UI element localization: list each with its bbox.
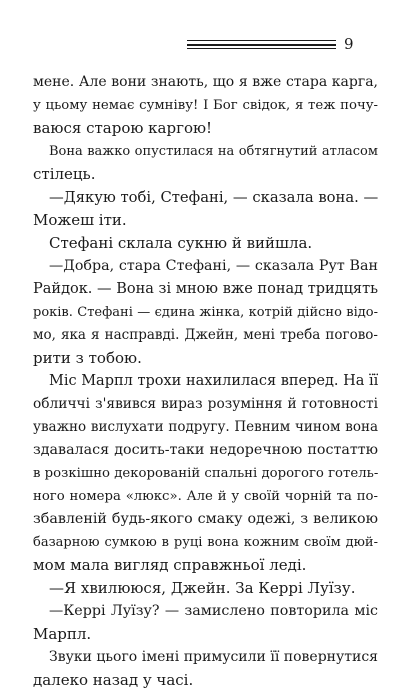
- text-line: у цьому немає сумніву! І Бог свідок, я теж почу-: [33, 98, 378, 113]
- text-line: далеко назад у часі.: [33, 671, 194, 689]
- text-line: Стефані склала сукню й вийшла.: [49, 234, 313, 252]
- text-line: уважно вислухати подругу. Певним чином вона: [33, 419, 378, 435]
- header-rule-bottom: [187, 48, 336, 49]
- text-line: мо, яка я насправді. Джейн, мені треба погово-: [33, 327, 378, 343]
- text-line: Вона важко опустилася на обтягнутий атласом: [49, 144, 378, 159]
- book-text-body: [33, 71, 378, 692]
- text-line: рити з тобою.: [33, 349, 142, 367]
- text-line: мене. Але вони знають, що я вже стара карга,: [33, 74, 378, 90]
- text-line: мом мала вигляд справжньої леді.: [33, 556, 307, 574]
- running-header: [187, 34, 367, 54]
- text-line: ваюся старою каргою!: [33, 119, 213, 137]
- text-line: здавалася досить-таки недоречною постаттю: [33, 442, 378, 458]
- text-line: —Я хвилююся, Джейн. За Керрі Луїзу.: [49, 579, 356, 597]
- text-line: Райдок. — Вона зі мною вже понад тридцять: [33, 281, 378, 297]
- header-rule-middle: [187, 44, 336, 46]
- text-line: ного номера «люкс». Але й у своїй чорній та по-: [33, 489, 378, 504]
- text-line: Можеш іти.: [33, 211, 127, 229]
- text-line: в розкішно декорованій спальні дорогого готель-: [33, 466, 378, 481]
- text-line: Міс Марпл трохи нахилилася вперед. На її: [49, 373, 378, 389]
- header-rule-top: [187, 40, 336, 41]
- text-line: обличчі з'явився вираз розуміння й готовності: [33, 396, 378, 412]
- text-line: стілець.: [33, 165, 96, 183]
- text-line: збавленій будь-якого смаку одежі, з великою: [33, 511, 378, 527]
- text-line: —Добра, стара Стефані, — сказала Рут Ван: [49, 258, 378, 274]
- text-line: —Дякую тобі, Стефані, — сказала вона. —: [49, 189, 378, 206]
- text-line: Марпл.: [33, 625, 92, 643]
- page-number: 9: [344, 35, 354, 53]
- text-line: Звуки цього імені примусили її повернутися: [49, 649, 378, 665]
- text-line: років. Стефані — єдина жінка, котрій дійсно відо-: [33, 305, 378, 320]
- text-line: базарною сумкою в руці вона кожним своїм дюй-: [33, 535, 378, 550]
- text-line: —Керрі Луїзу? — замислено повторила міс: [49, 603, 378, 619]
